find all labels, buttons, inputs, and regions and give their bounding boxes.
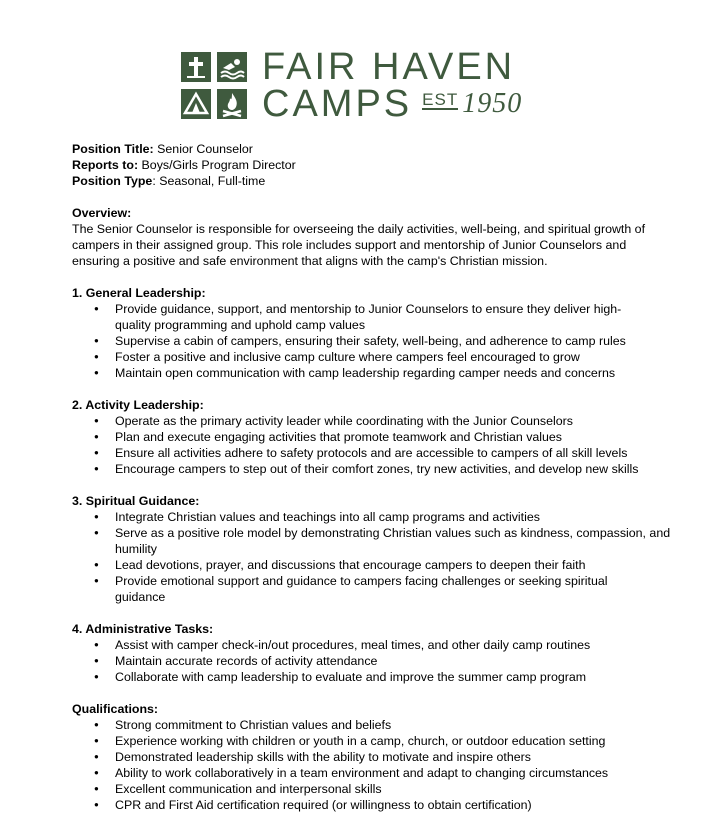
list-item: ● Demonstrated leadership skills with the ability to motivate and inspire others [72, 749, 672, 765]
list-item: ● Lead devotions, prayer, and discussions that encourage campers to deepen their faith [72, 557, 672, 573]
campfire-icon [217, 89, 247, 119]
position-type-value: : Seasonal, Full-time [152, 174, 266, 188]
logo-est: EST [422, 90, 459, 109]
position-title-value: Senior Counselor [153, 142, 253, 156]
reports-to-line [72, 157, 672, 173]
position-type-label: Position Type [72, 174, 153, 188]
list-item: ● Provide emotional support and guidance to campers facing challenges or seeking spiritual guidance [72, 573, 672, 605]
section-heading: 4. Administrative Tasks: [72, 622, 214, 636]
list-item: ● Ensure all activities adhere to safety protocols and are accessible to campers of all skill levels [72, 445, 672, 461]
logo-row-bottom [181, 83, 523, 125]
section-heading: Qualifications: [72, 702, 159, 716]
list-item: ● Strong commitment to Christian values and beliefs [72, 717, 672, 733]
list-item: ● Maintain accurate records of activity attendance [72, 653, 672, 669]
job-description [72, 141, 672, 813]
bullet-list [72, 509, 672, 605]
logo-year: 1950 [462, 88, 523, 119]
list-item: ● Integrate Christian values and teachings into all camp programs and activities [72, 509, 672, 525]
bullet-list [72, 413, 672, 477]
position-type-line [72, 173, 672, 189]
overview-heading: Overview: [72, 206, 132, 220]
list-item: ● Plan and execute engaging activities that promote teamwork and Christian values [72, 429, 672, 445]
list-item: ● Provide guidance, support, and mentorship to Junior Counselors to ensure they deliver high-quality programming and uphold camp values [72, 301, 672, 333]
camp-name-line2: CAMPS [262, 83, 413, 125]
reports-to-value: Boys/Girls Program Director [138, 158, 296, 172]
list-item: ● Serve as a positive role model by demonstrating Christian values such as kindness, compassion, and humility [72, 525, 672, 557]
tent-icon [181, 89, 211, 119]
list-item: ● Excellent communication and interpersonal skills [72, 781, 672, 797]
section-heading: 3. Spiritual Guidance: [72, 494, 200, 508]
bullet-list [72, 301, 672, 381]
camp-logo [0, 46, 708, 125]
reports-to-label: Reports to: [72, 158, 139, 172]
list-item: ● Foster a positive and inclusive camp culture where campers feel encouraged to grow [72, 349, 672, 365]
list-item: ● Experience working with children or youth in a camp, church, or outdoor education setting [72, 733, 672, 749]
list-item: ● Encourage campers to step out of their comfort zones, try new activities, and develop new skills [72, 461, 672, 477]
overview-text: The Senior Counselor is responsible for overseeing the daily activities, well-being, and spiritual growth of campers in their assigned group. This role includes support and mentorship of Junior Counselors and ensuring a positive and safe environment that aligns with the camp's Christian mission. [72, 222, 646, 268]
swimmer-icon [217, 52, 247, 82]
bullet-list [72, 637, 672, 685]
list-item: ● Ability to work collaboratively in a team environment and adapt to changing circumstances [72, 765, 672, 781]
cross-icon [181, 52, 211, 82]
position-title-label: Position Title: [72, 142, 154, 156]
list-item: ● Maintain open communication with camp leadership regarding camper needs and concerns [72, 365, 672, 381]
section-heading: 1. General Leadership: [72, 286, 206, 300]
logo-row-top [181, 46, 516, 88]
list-item: ● Collaborate with camp leadership to evaluate and improve the summer camp program [72, 669, 672, 685]
bullet-list [72, 717, 672, 813]
position-title-line [72, 141, 672, 157]
camp-name-line1: FAIR HAVEN [262, 46, 516, 88]
list-item: ● Supervise a cabin of campers, ensuring their safety, well-being, and adherence to camp rules [72, 333, 672, 349]
section-heading: 2. Activity Leadership: [72, 398, 204, 412]
list-item: ● Assist with camper check-in/out procedures, meal times, and other daily camp routines [72, 637, 672, 653]
list-item: ● Operate as the primary activity leader while coordinating with the Junior Counselors [72, 413, 672, 429]
list-item: ● CPR and First Aid certification required (or willingness to obtain certification) [72, 797, 672, 813]
